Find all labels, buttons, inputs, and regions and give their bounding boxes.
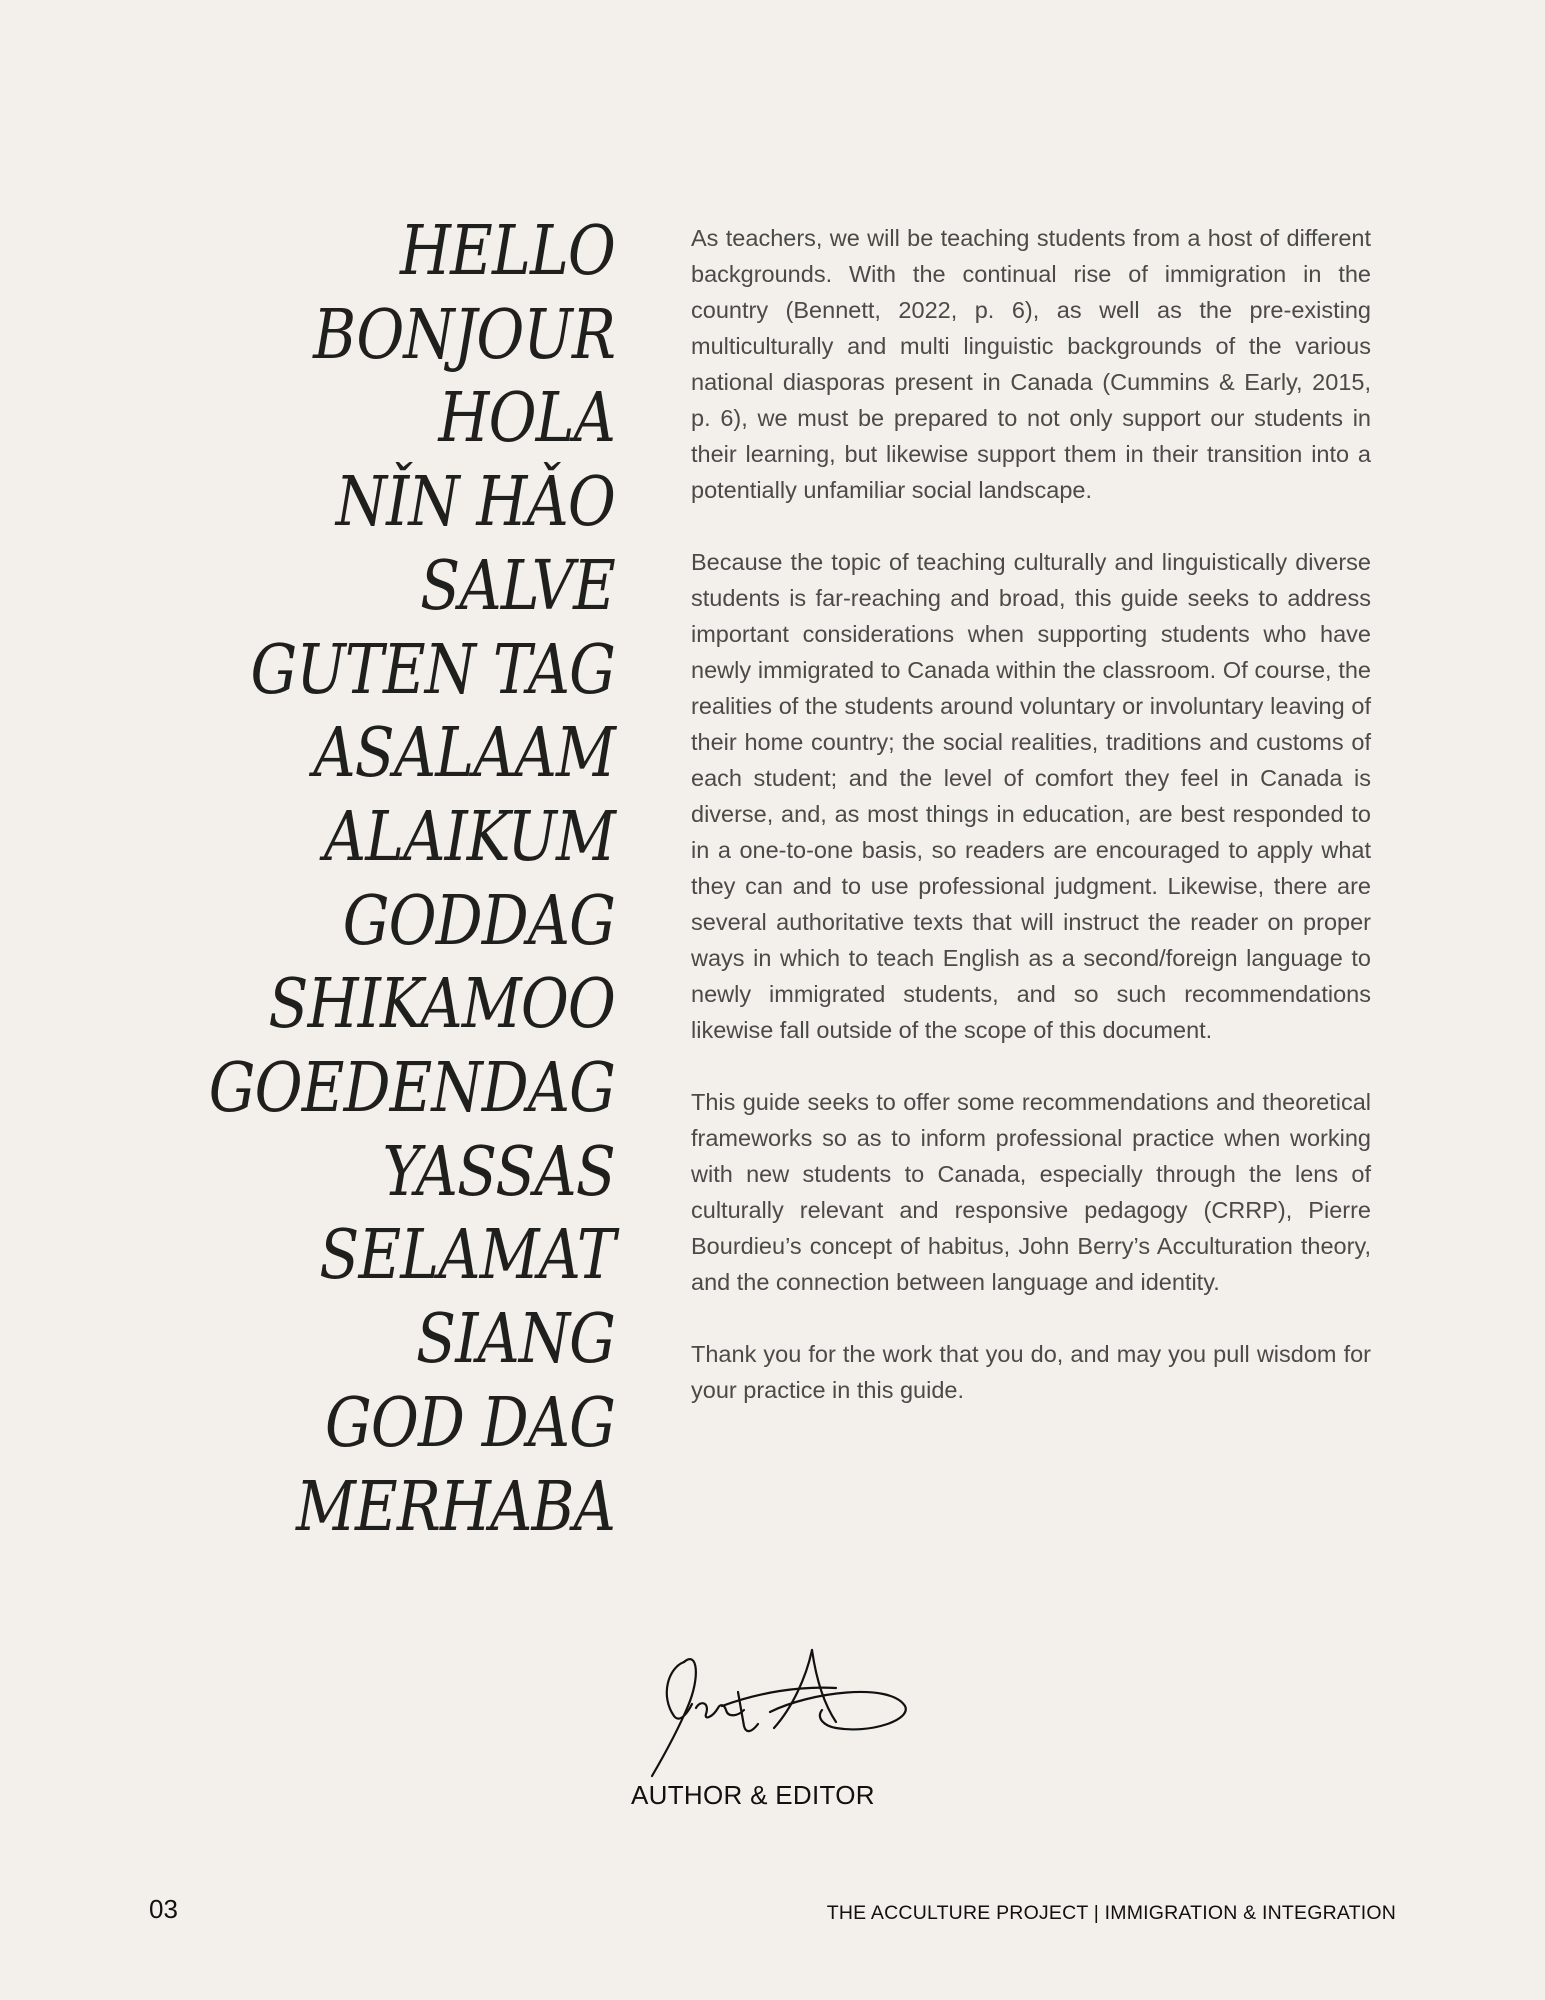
greetings-list bbox=[55, 210, 615, 1549]
greeting: HOLA bbox=[438, 379, 615, 459]
greeting: SIANG bbox=[416, 1300, 615, 1380]
paragraph: This guide seeks to offer some recommendations and theoretical frameworks so as to inform professional practice when working with new students to Canada, especially through the lens of culturally relevant and responsive pedagogy (CRRP), Pierre Bourdieu’s concept of habitus, John Berry’s Acculturation theory, and the connection between language and identity. bbox=[691, 1089, 1371, 1295]
greeting: GOD DAG bbox=[325, 1383, 615, 1463]
paragraph: As teachers, we will be teaching students from a host of different backgrounds. With the continual rise of immigration in the country (Bennett, 2022, p. 6), as well as the pre-existing multiculturally and multi linguistic backgrounds of the various national diasporas present in Canada (Cummins & Early, 2015, p. 6), we must be prepared to not only support our students in their learning, but likewise support them in their transition into a potentially unfamiliar social landscape. bbox=[691, 225, 1371, 503]
paragraph: Thank you for the work that you do, and may you pull wisdom for your practice in this guide. bbox=[691, 1341, 1371, 1403]
greeting: SHIKAMOO bbox=[268, 965, 615, 1045]
greeting: ALAIKUM bbox=[323, 797, 615, 877]
greeting: HELLO bbox=[400, 212, 615, 291]
introduction-text bbox=[691, 220, 1371, 1444]
greeting: BONJOUR bbox=[313, 295, 615, 375]
greeting: YASSAS bbox=[382, 1132, 615, 1212]
greeting: GODDAG bbox=[342, 881, 615, 961]
greeting: MERHABA bbox=[295, 1467, 615, 1547]
greeting: ASALAAM bbox=[313, 714, 615, 794]
greeting: GOEDENDAG bbox=[208, 1049, 615, 1129]
greeting: GUTEN TAG bbox=[250, 630, 615, 710]
greeting: NǏN HǍO bbox=[335, 463, 615, 543]
signature-role: AUTHOR & EDITOR bbox=[631, 1780, 875, 1810]
greeting: SELAMAT bbox=[319, 1216, 615, 1296]
signature-image bbox=[640, 1648, 910, 1780]
page-number: 03 bbox=[149, 1894, 178, 1924]
greeting: SALVE bbox=[420, 546, 615, 626]
footer-title: THE ACCULTURE PROJECT | IMMIGRATION & INTEGRATION bbox=[826, 1902, 1396, 1924]
paragraph: Because the topic of teaching culturally and linguistically diverse students is far-reaching and broad, this guide seeks to address important considerations when supporting students who have newly immigrated to Canada within the classroom. Of course, the realities of the students around voluntary or involuntary leaving of their home country; the social realities, traditions and customs of each student; and the level of comfort they feel in Canada is diverse, and, as most things in education, are best responded to in a one-to-one basis, so readers are encouraged to apply what they can and to use professional judgment. Likewise, there are several authoritative texts that will instruct the reader on proper ways in which to teach English as a second/foreign language to newly immigrated students, and so such recommendations likewise fall outside of the scope of this document. bbox=[691, 549, 1371, 1043]
